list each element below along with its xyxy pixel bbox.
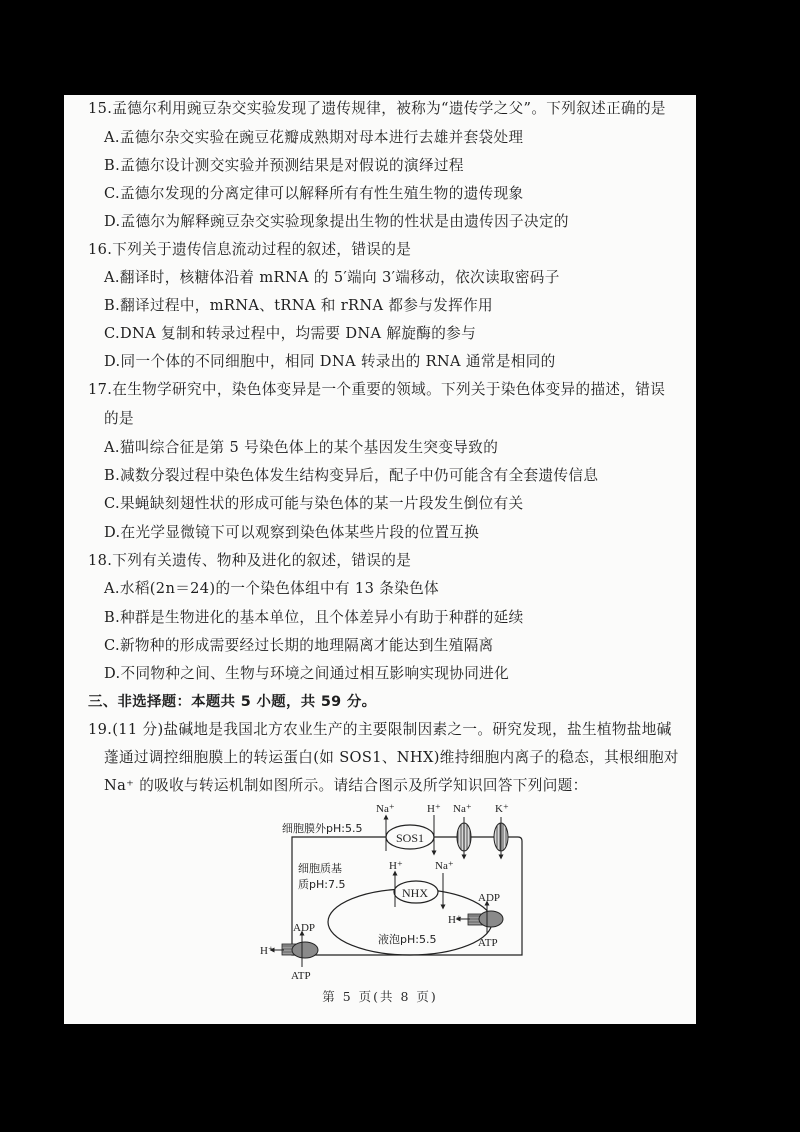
cytoplasm-label-line-1: 细胞质基	[298, 862, 342, 875]
vacuole-pump-h-ion-label: H⁺	[448, 914, 462, 926]
outside-ph-label: 细胞膜外pH:5.5	[282, 822, 363, 835]
section-heading: 三、非选择题：本题共 5 小题，共 59 分。	[88, 694, 377, 710]
membrane-pump-atp-label: ATP	[291, 970, 311, 982]
question-19-line-1: 19.(11 分)盐碱地是我国北方农业生产的主要限制因素之一。研究发现，盐生植物盐地碱	[88, 721, 672, 738]
page-footer: 第 5 页(共 8 页)	[322, 989, 438, 1004]
question-18-stem: 18.下列有关遗传、物种及进化的叙述，错误的是	[88, 552, 412, 569]
ion-transport-diagram	[250, 795, 550, 985]
question-15-option-d: D.孟德尔为解释豌豆杂交实验现象提出生物的性状是由遗传因子决定的	[104, 213, 569, 230]
vacuole-ph-label: 液泡pH:5.5	[378, 933, 437, 946]
sos1-h-ion-label: H⁺	[427, 803, 441, 815]
question-16-option-a: A.翻译时，核糖体沿着 mRNA 的 5′端向 3′端移动，依次读取密码子	[104, 269, 560, 286]
sos1-label: SOS1	[396, 831, 425, 845]
question-18-option-d: D.不同物种之间、生物与环境之间通过相互影响实现协同进化	[104, 665, 510, 682]
sos1-na-ion-label: Na⁺	[376, 803, 395, 815]
vacuole-pump-adp-label: ADP	[478, 892, 501, 904]
nhx-h-ion-label: H⁺	[389, 860, 403, 872]
question-15-option-b: B.孟德尔设计测交实验并预测结果是对假说的演绎过程	[104, 157, 464, 174]
question-17-option-d: D.在光学显微镜下可以观察到染色体某些片段的位置互换	[104, 524, 480, 541]
question-17-stem-continued: 的是	[104, 410, 134, 427]
question-18-option-c: C.新物种的形成需要经过长期的地理隔离才能达到生殖隔离	[104, 637, 494, 654]
membrane-pump-adp-label: ADP	[293, 922, 316, 934]
vacuole-proton-pump	[479, 911, 503, 927]
membrane-pump-h-ion-label: H⁺	[260, 945, 274, 957]
question-16-option-c: C.DNA 复制和转录过程中，均需要 DNA 解旋酶的参与	[104, 325, 477, 342]
question-18-option-a: A.水稻(2n＝24)的一个染色体组中有 13 条染色体	[104, 580, 439, 597]
question-17-option-a: A.猫叫综合征是第 5 号染色体上的某个基因发生突变导致的	[104, 439, 499, 456]
question-16-option-d: D.同一个体的不同细胞中，相同 DNA 转录出的 RNA 通常是相同的	[104, 353, 556, 370]
question-17-option-c: C.果蝇缺刻翅性状的形成可能与染色体的某一片段发生倒位有关	[104, 495, 524, 512]
question-15-option-c: C.孟德尔发现的分离定律可以解释所有有性生殖生物的遗传现象	[104, 185, 524, 202]
nhx-na-ion-label: Na⁺	[435, 860, 454, 872]
channel-k-ion-label: K⁺	[495, 803, 509, 815]
question-17-stem: 17.在生物学研究中，染色体变异是一个重要的领域。下列关于染色体变异的描述，错误	[88, 381, 666, 398]
nhx-label: NHX	[402, 886, 428, 900]
question-16-option-b: B.翻译过程中，mRNA、tRNA 和 rRNA 都参与发挥作用	[104, 297, 493, 314]
question-15-option-a: A.孟德尔杂交实验在豌豆花瓣成熟期对母本进行去雄并套袋处理	[104, 129, 524, 146]
question-19-line-2: 蓬通过调控细胞膜上的转运蛋白(如 SOS1、NHX)维持细胞内离子的稳态，其根细胞对	[104, 749, 679, 766]
question-16-stem: 16.下列关于遗传信息流动过程的叙述，错误的是	[88, 241, 412, 258]
question-17-option-b: B.减数分裂过程中染色体发生结构变异后，配子中仍可能含有全套遗传信息	[104, 467, 599, 484]
question-15-stem: 15.孟德尔利用豌豆杂交实验发现了遗传规律，被称为“遗传学之父”。下列叙述正确的是	[88, 100, 666, 117]
membrane-proton-pump	[292, 942, 318, 958]
question-18-option-b: B.种群是生物进化的基本单位，且个体差异小有助于种群的延续	[104, 609, 524, 626]
cytoplasm-label-line-2: 质pH:7.5	[298, 878, 346, 891]
exam-page	[64, 95, 696, 1024]
channel-na-ion-label: Na⁺	[453, 803, 472, 815]
vacuole-pump-atp-label: ATP	[478, 937, 498, 949]
question-19-line-3: Na⁺ 的吸收与转运机制如图所示。请结合图示及所学知识回答下列问题：	[104, 777, 588, 794]
